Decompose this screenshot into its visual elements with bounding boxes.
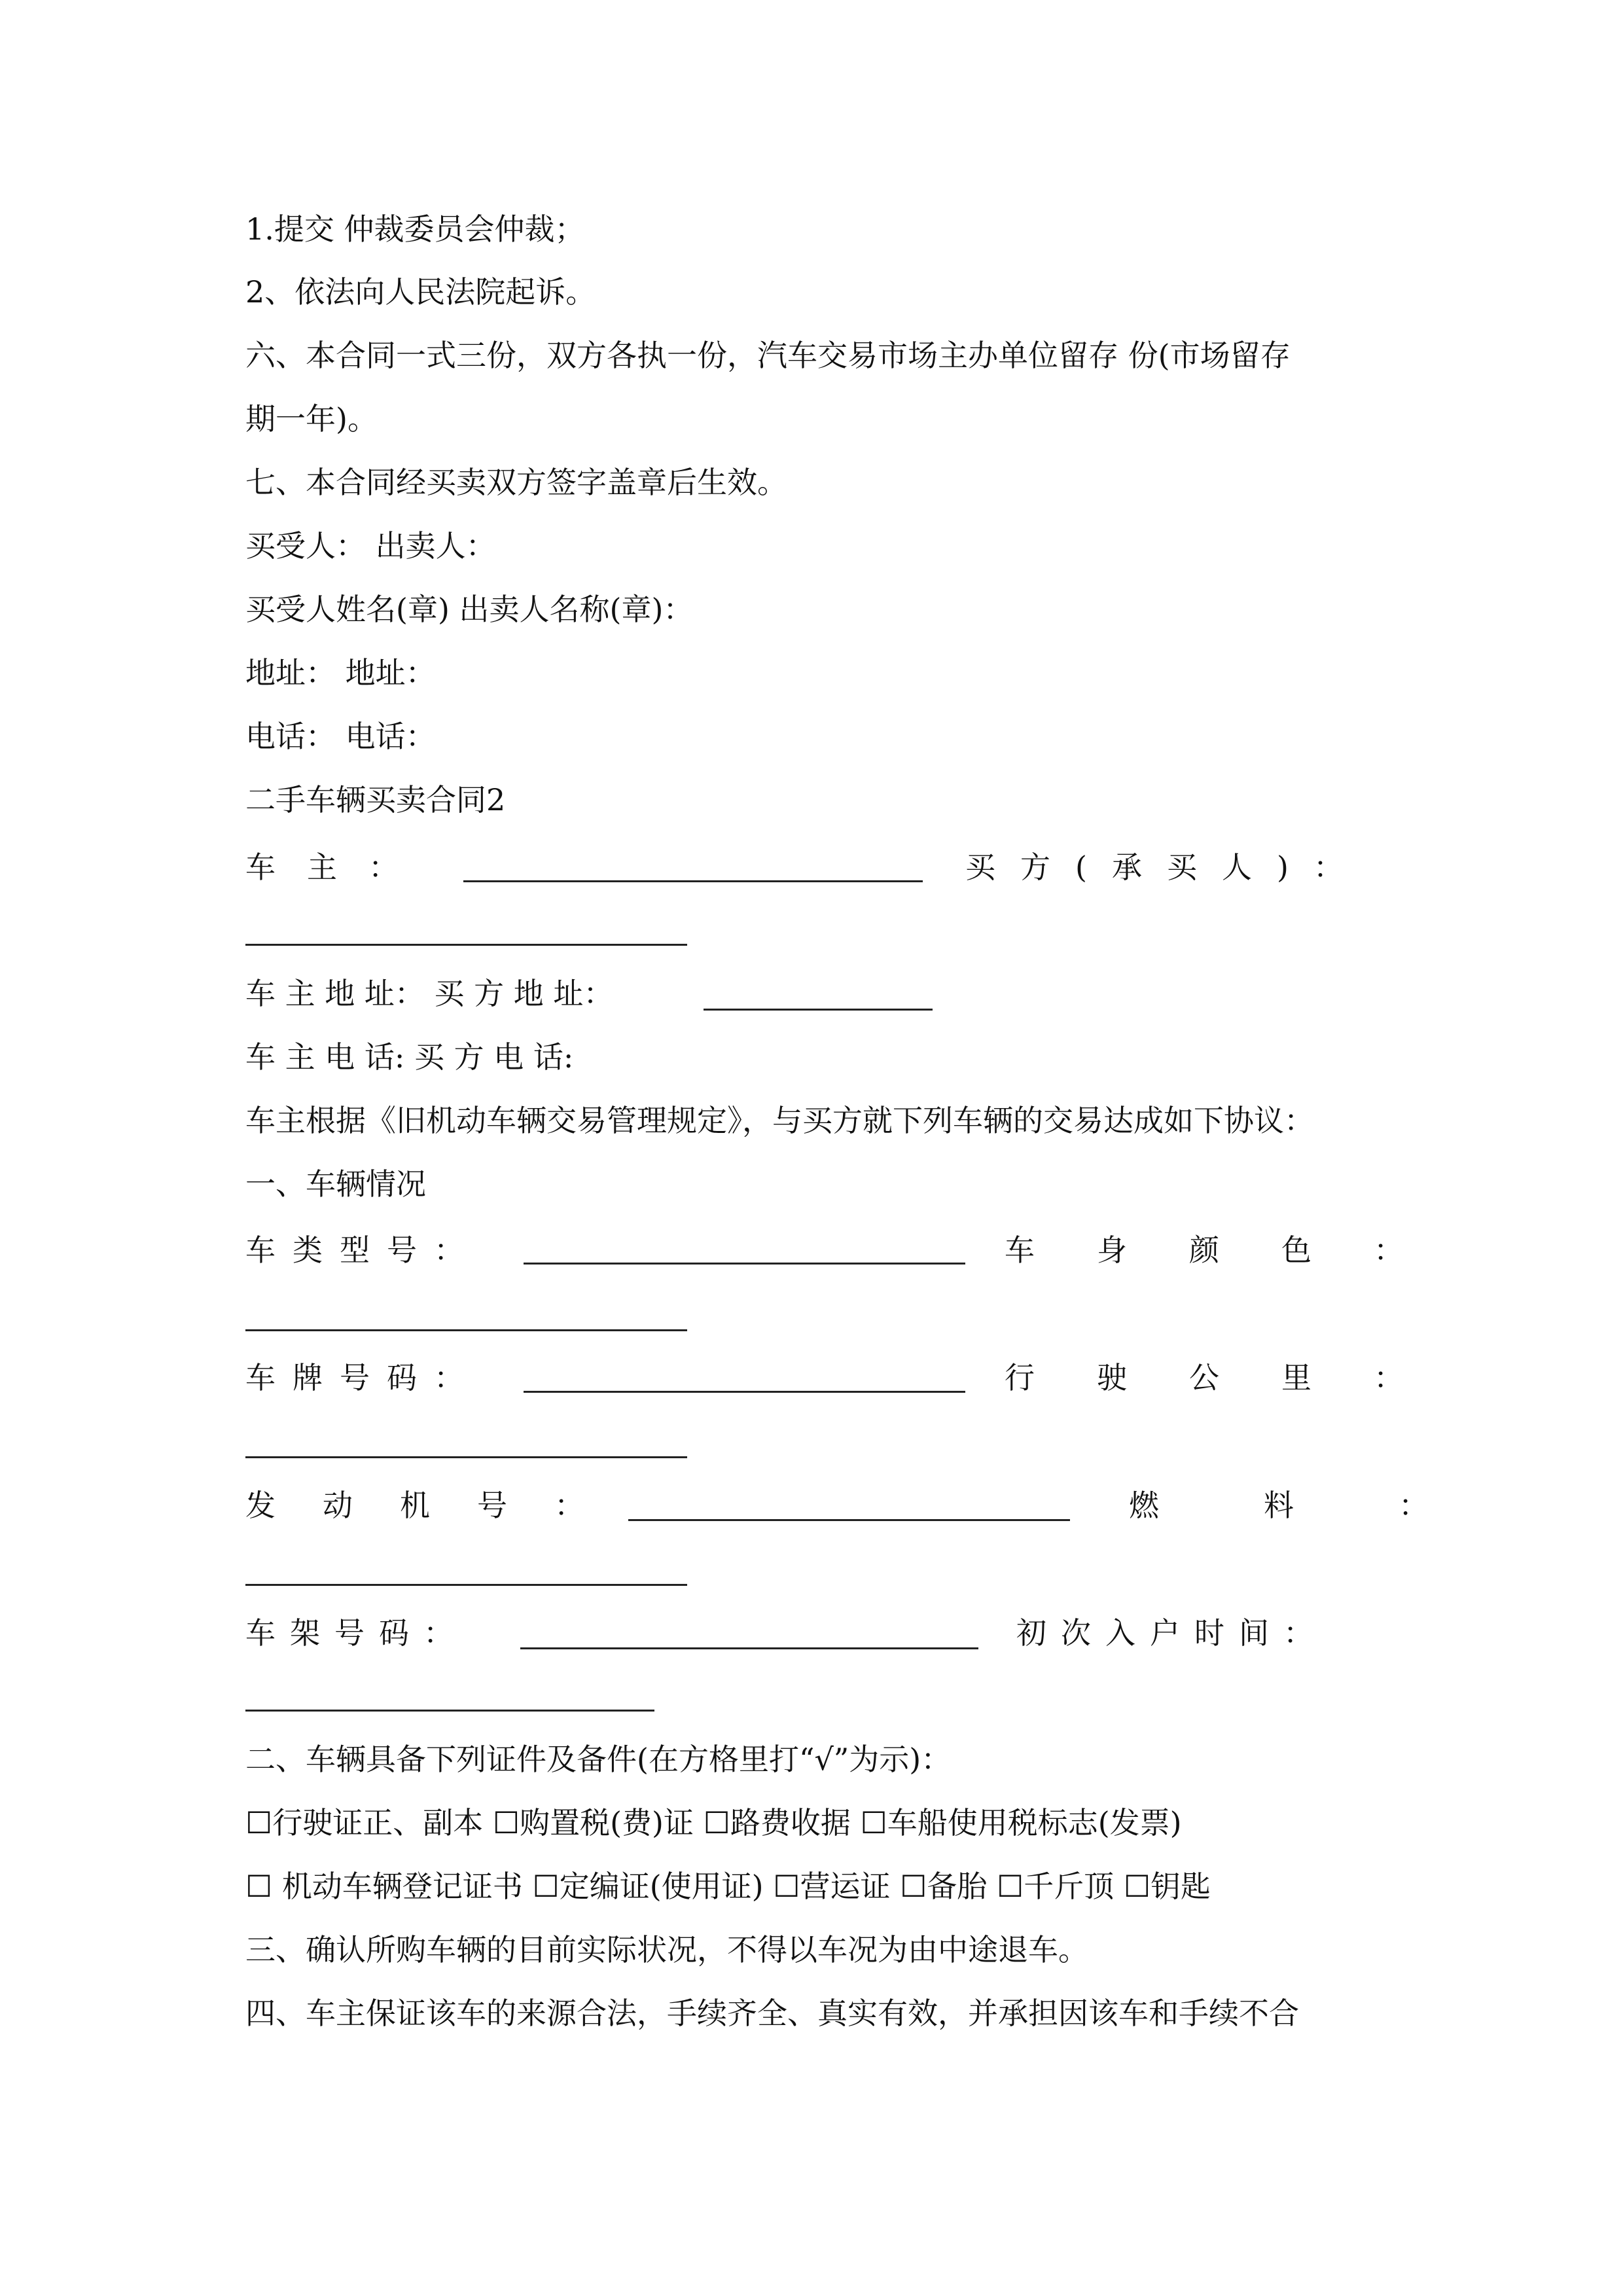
clause-copies-line2: 期一年)。 — [245, 401, 378, 437]
plate-label: 车牌号码： — [245, 1360, 481, 1395]
section2-title: 二、车辆具备下列证件及备件(在方格里打“√”为示)： — [245, 1742, 952, 1777]
owner-label: 车主： — [245, 850, 430, 885]
phone-line: 车 主 电 话: 买 方 电 话: — [245, 1039, 574, 1075]
contract2-title: 二手车辆买卖合同2 — [245, 782, 506, 817]
buyer-blank[interactable] — [245, 944, 687, 946]
model-label: 车类型号： — [245, 1232, 481, 1268]
signature-parties: 买受人： 出卖人： — [245, 528, 496, 564]
documents-row1: ☐行驶证正、副本 ☐购置税(费)证 ☐路费收据 ☐车船使用税标志(发票) — [245, 1805, 1182, 1840]
color-label: 车身颜色： — [1005, 1232, 1466, 1268]
documents-row2: ☐ 机动车辆登记证书 ☐定编证(使用证) ☐营运证 ☐备胎 ☐千斤顶 ☐钥匙 — [245, 1869, 1211, 1904]
signature-names: 买受人姓名(章) 出卖人名称(章)： — [245, 592, 694, 627]
clause-effective: 七、本合同经买卖双方签字盖章后生效。 — [245, 465, 787, 500]
address-line: 车 主 地 址： 买 方 地 址： — [245, 976, 614, 1011]
signature-address: 地址： 地址： — [245, 655, 436, 691]
preamble: 车主根据《旧机动车辆交易管理规定》，与买方就下列车辆的交易达成如下协议： — [245, 1103, 1314, 1138]
section4: 四、车主保证该车的来源合法，手续齐全、真实有效，并承担因该车和手续不合 — [245, 1996, 1299, 2031]
color-blank[interactable] — [245, 1329, 687, 1331]
plate-blank[interactable] — [524, 1391, 965, 1393]
clause-arbitration: 1.提交 仲裁委员会仲裁； — [245, 211, 585, 247]
clause-copies-line1: 六、本合同一式三份，双方各执一份，汽车交易市场主办单位留存 份(市场留存 — [245, 338, 1291, 373]
register-label: 初次入户时间： — [1016, 1615, 1328, 1651]
register-blank[interactable] — [245, 1710, 654, 1712]
frame-blank[interactable] — [520, 1647, 978, 1649]
section3: 三、确认所购车辆的目前实际状况，不得以车况为由中途退车。 — [245, 1932, 1088, 1967]
fuel-blank[interactable] — [245, 1584, 687, 1586]
fuel-label: 燃料： — [1129, 1488, 1533, 1523]
engine-label: 发动机号： — [245, 1488, 632, 1523]
owner-blank[interactable] — [463, 880, 923, 882]
clause-litigation: 2、依法向人民法院起诉。 — [245, 274, 596, 310]
mileage-blank[interactable] — [245, 1456, 687, 1458]
section1-title: 一、车辆情况 — [245, 1166, 426, 1202]
buyer-label: 买方(承买人)： — [965, 850, 1368, 885]
model-blank[interactable] — [524, 1263, 965, 1265]
frame-label: 车架号码： — [245, 1615, 468, 1651]
signature-phone: 电话： 电话： — [245, 719, 436, 754]
engine-blank[interactable] — [628, 1519, 1070, 1521]
mileage-label: 行驶公里： — [1005, 1360, 1466, 1395]
buyer-address-blank[interactable] — [704, 1009, 933, 1011]
